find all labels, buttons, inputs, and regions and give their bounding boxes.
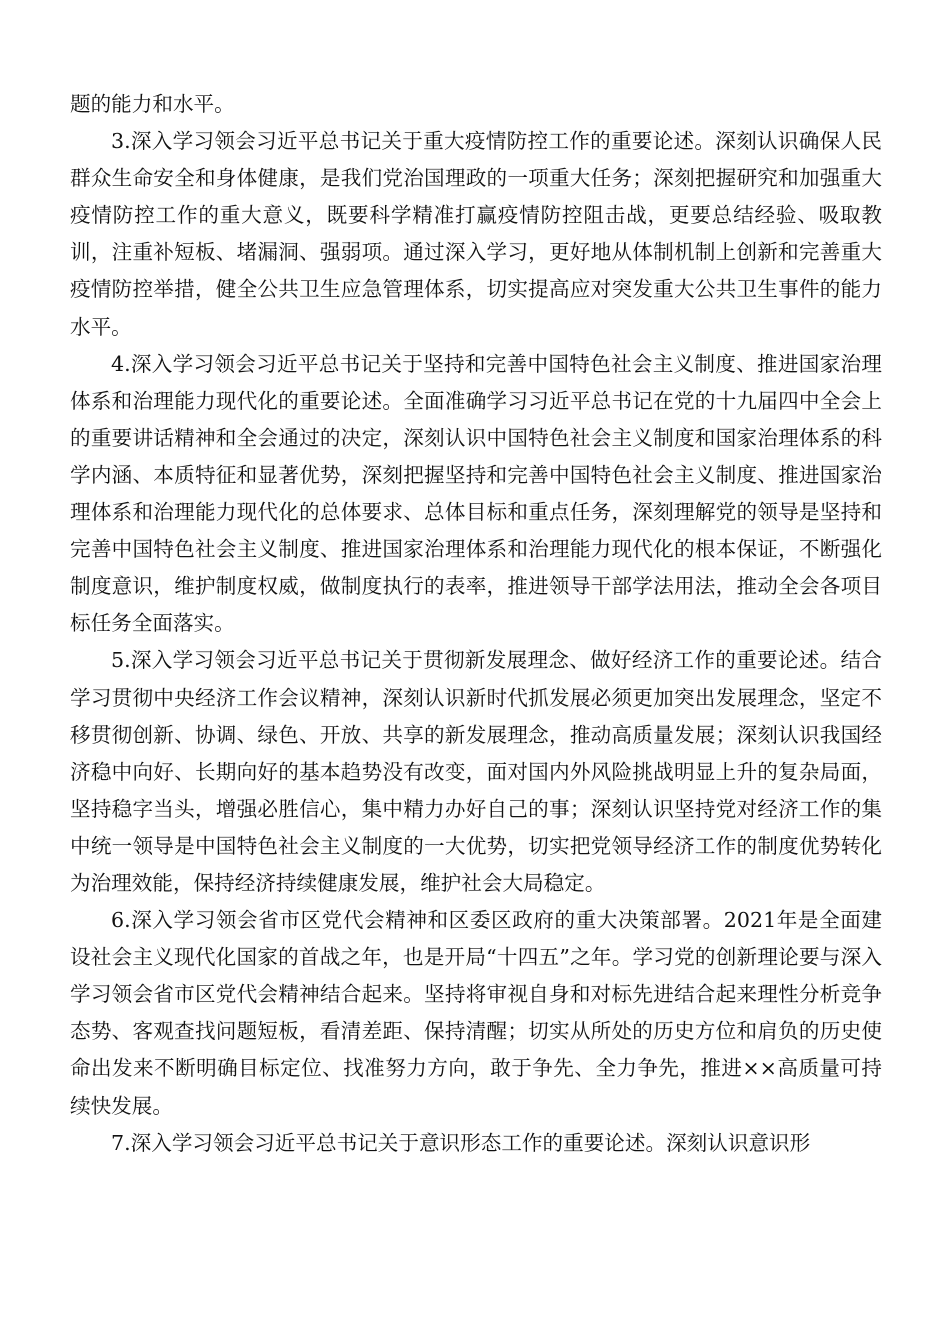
document-body — [70, 86, 882, 1162]
paragraph-item-5: 5.深入学习领会习近平总书记关于贯彻新发展理念、做好经济工作的重要论述。结合学习贯彻中央经济工作会议精神，深刻认识新时代抓发展必须更加突出发展理念，坚定不移贯彻创新、协调、绿色、开放、共享的新发展理念，推动高质量发展；深刻认识我国经济稳中向好、长期向好的基本趋势没有改变，面对国内外风险挑战明显上升的复杂局面，坚持稳字当头，增强必胜信心，集中精力办好自己的事；深刻认识坚持党对经济工作的集中统一领导是中国特色社会主义制度的一大优势，切实把党领导经济工作的制度优势转化为治理效能，保持经济持续健康发展，维护社会大局稳定。 — [70, 648, 882, 895]
paragraph-item-7: 7.深入学习领会习近平总书记关于意识形态工作的重要论述。深刻认识意识形 — [111, 1130, 811, 1155]
paragraph-item-6: 6.深入学习领会省市区党代会精神和区委区政府的重大决策部署。2021年是全面建设社会主义现代化国家的首战之年，也是开局“十四五”之年。学习党的创新理论要与深入学习领会省市区党代会精神结合起来。坚持将审视自身和对标先进结合起来理性分析竞争态势、客观查找问题短板，看清差距、保持清醒；切实从所处的历史方位和肩负的历史使命出发来不断明确目标定位、找准努力方向，敢于争先、全力争先，推进××高质量可持续快发展。 — [70, 908, 882, 1118]
paragraph-item-3: 3.深入学习领会习近平总书记关于重大疫情防控工作的重要论述。深刻认识确保人民群众生命安全和身体健康，是我们党治国理政的一项重大任务；深刻把握研究和加强重大疫情防控工作的重大意义，既要科学精准打赢疫情防控阻击战，更要总结经验、吸取教训，注重补短板、堵漏洞、强弱项。通过深入学习，更好地从体制机制上创新和完善重大疫情防控举措，健全公共卫生应急管理体系，切实提高应对突发重大公共卫生事件的能力水平。 — [70, 129, 882, 339]
paragraph-continuation: 题的能力和水平。 — [70, 92, 235, 116]
paragraph-item-4: 4.深入学习领会习近平总书记关于坚持和完善中国特色社会主义制度、推进国家治理体系和治理能力现代化的重要论述。全面准确学习习近平总书记在党的十九届四中全会上的重要讲话精神和全会通过的决定，深刻认识中国特色社会主义制度和国家治理体系的科学内涵、本质特征和显著优势，深刻把握坚持和完善中国特色社会主义制度、推进国家治理体系和治理能力现代化的总体要求、总体目标和重点任务，深刻理解党的领导是坚持和完善中国特色社会主义制度、推进国家治理体系和治理能力现代化的根本保证，不断强化制度意识，维护制度权威，做制度执行的表率，推进领导干部学法用法，推动全会各项目标任务全面落实。 — [70, 351, 882, 636]
